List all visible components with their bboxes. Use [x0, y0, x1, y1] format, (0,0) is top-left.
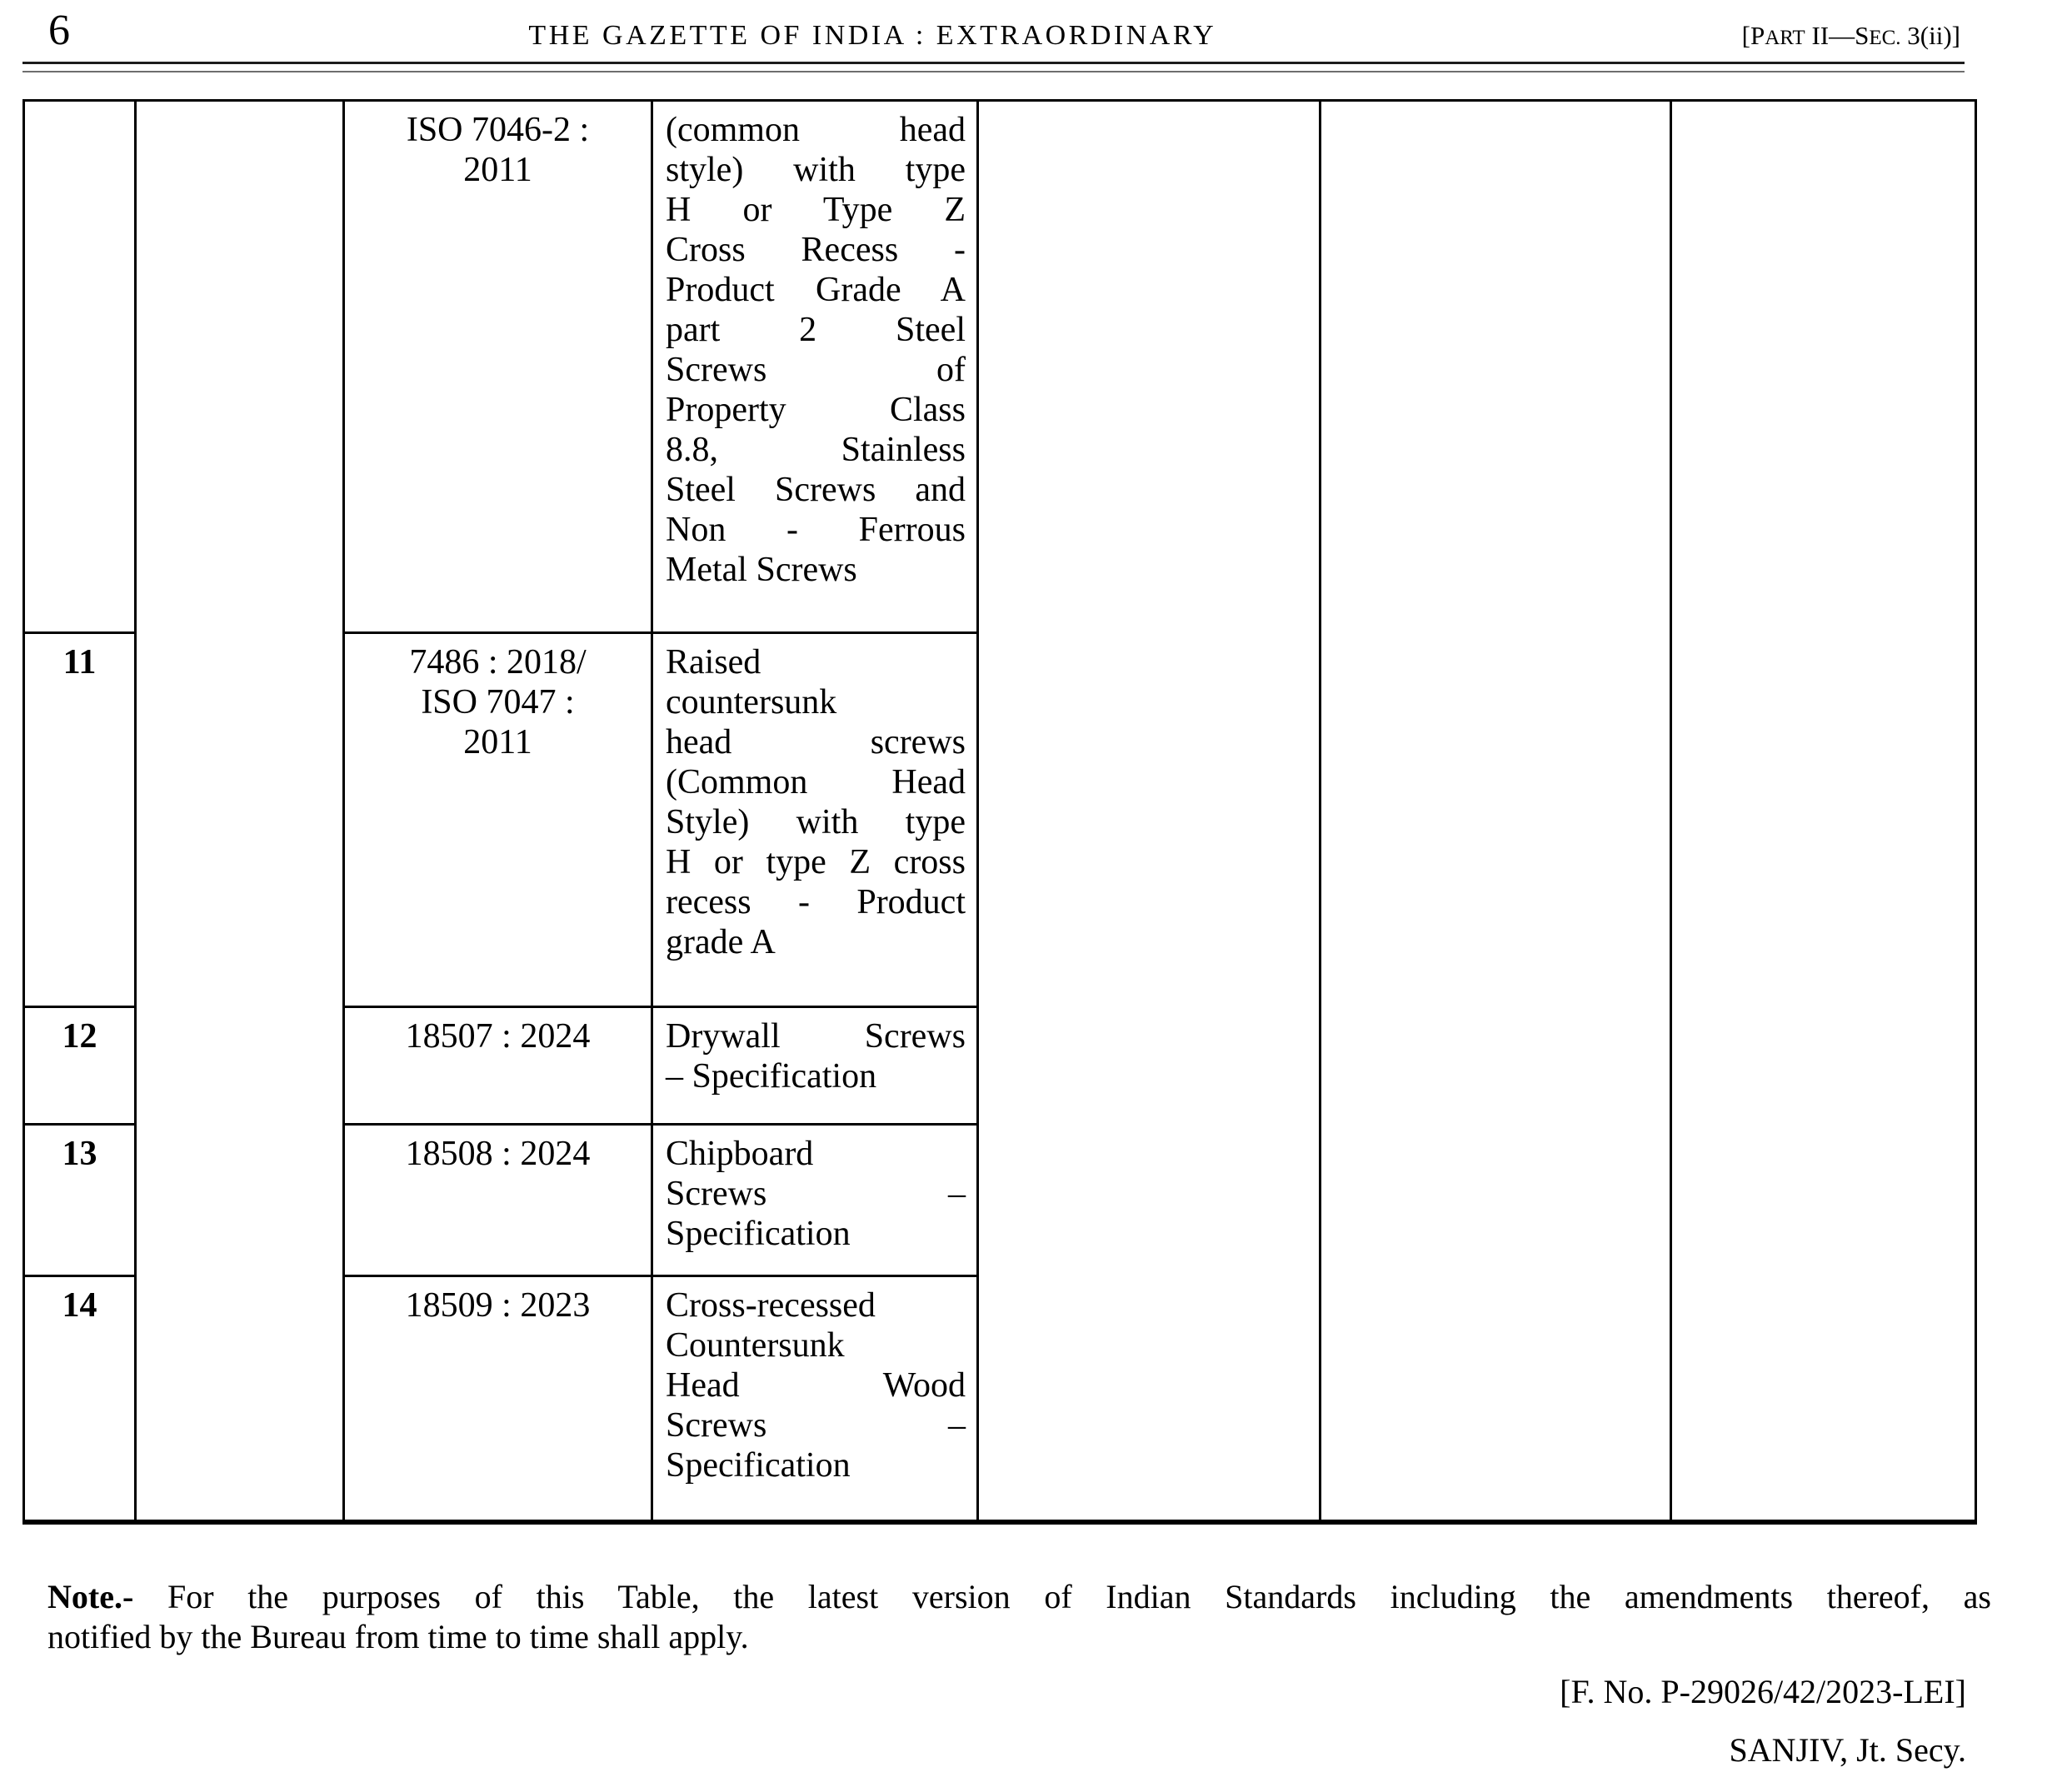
- page-number: 6: [48, 7, 70, 54]
- standards-table: [22, 99, 1977, 1525]
- note-text: For the purposes of this Table, the latest version of Indian Standards including the amendments thereof, as: [167, 1578, 1991, 1615]
- serial-number-cell: 12: [25, 1006, 134, 1123]
- note-label: Note.-: [47, 1578, 134, 1615]
- page-header: [48, 5, 1960, 57]
- empty-column-2: [1319, 102, 1670, 1525]
- empty-column-3: [1670, 102, 1975, 1525]
- signature-line: SANJIV, Jt. Secy.: [1729, 1731, 1966, 1769]
- part-section-segment: 3(ii)]: [1900, 21, 1960, 50]
- is-number-cell: ISO 7046-2 : 2011: [406, 111, 590, 189]
- title-cell: Drywall Screws – Specification: [653, 1006, 976, 1123]
- title-cell: Chipboard Screws – Specification: [653, 1123, 976, 1275]
- is-number-column: [342, 102, 651, 1525]
- part-section-label: [1742, 10, 1960, 64]
- serial-number-column: [25, 102, 134, 1525]
- title-cell: Raised countersunk head screws (Common Head Style) with type H or type Z cross recess - Product grade A: [653, 631, 976, 1006]
- part-section-segment: EC.: [1869, 27, 1901, 49]
- note-line-2: notified by the Bureau from time to time shall apply.: [47, 1618, 749, 1655]
- serial-number-cell: 14: [25, 1275, 134, 1525]
- serial-number-cell: [25, 102, 134, 631]
- header-double-rule: [22, 62, 1965, 72]
- is-number-cell: 18507 : 2024: [345, 1006, 651, 1123]
- table-note: [47, 1577, 1991, 1657]
- part-section-segment: ART: [1765, 27, 1805, 49]
- serial-number-cell: 11: [25, 631, 134, 1006]
- is-number-cell: 18509 : 2023: [345, 1275, 651, 1525]
- title-column: [651, 102, 976, 1525]
- file-number: [F. No. P-29026/42/2023-LEI]: [1560, 1673, 1966, 1710]
- part-section-segment: [P: [1741, 21, 1765, 50]
- part-section-segment: II—S: [1805, 21, 1870, 50]
- title-cell: Cross-recessed Countersunk Head Wood Screws – Specification: [653, 1275, 976, 1525]
- empty-column-1: [976, 102, 1319, 1525]
- gazette-title: THE GAZETTE OF INDIA : EXTRAORDINARY: [528, 20, 1217, 51]
- is-number-cell: 7486 : 2018/ ISO 7047 : 2011: [345, 631, 651, 1006]
- serial-number-cell: 13: [25, 1123, 134, 1275]
- note-line-1: [47, 1577, 1991, 1617]
- empty-product-column: [134, 102, 342, 1525]
- title-cell: (common head style) with type H or Type Z Cross Recess - Product Grade A part 2 Steel Screws of Property Class 8.8, Stainless Steel Screws and Non - Ferrous Metal Screws: [666, 111, 966, 589]
- is-number-cell: 18508 : 2024: [345, 1123, 651, 1275]
